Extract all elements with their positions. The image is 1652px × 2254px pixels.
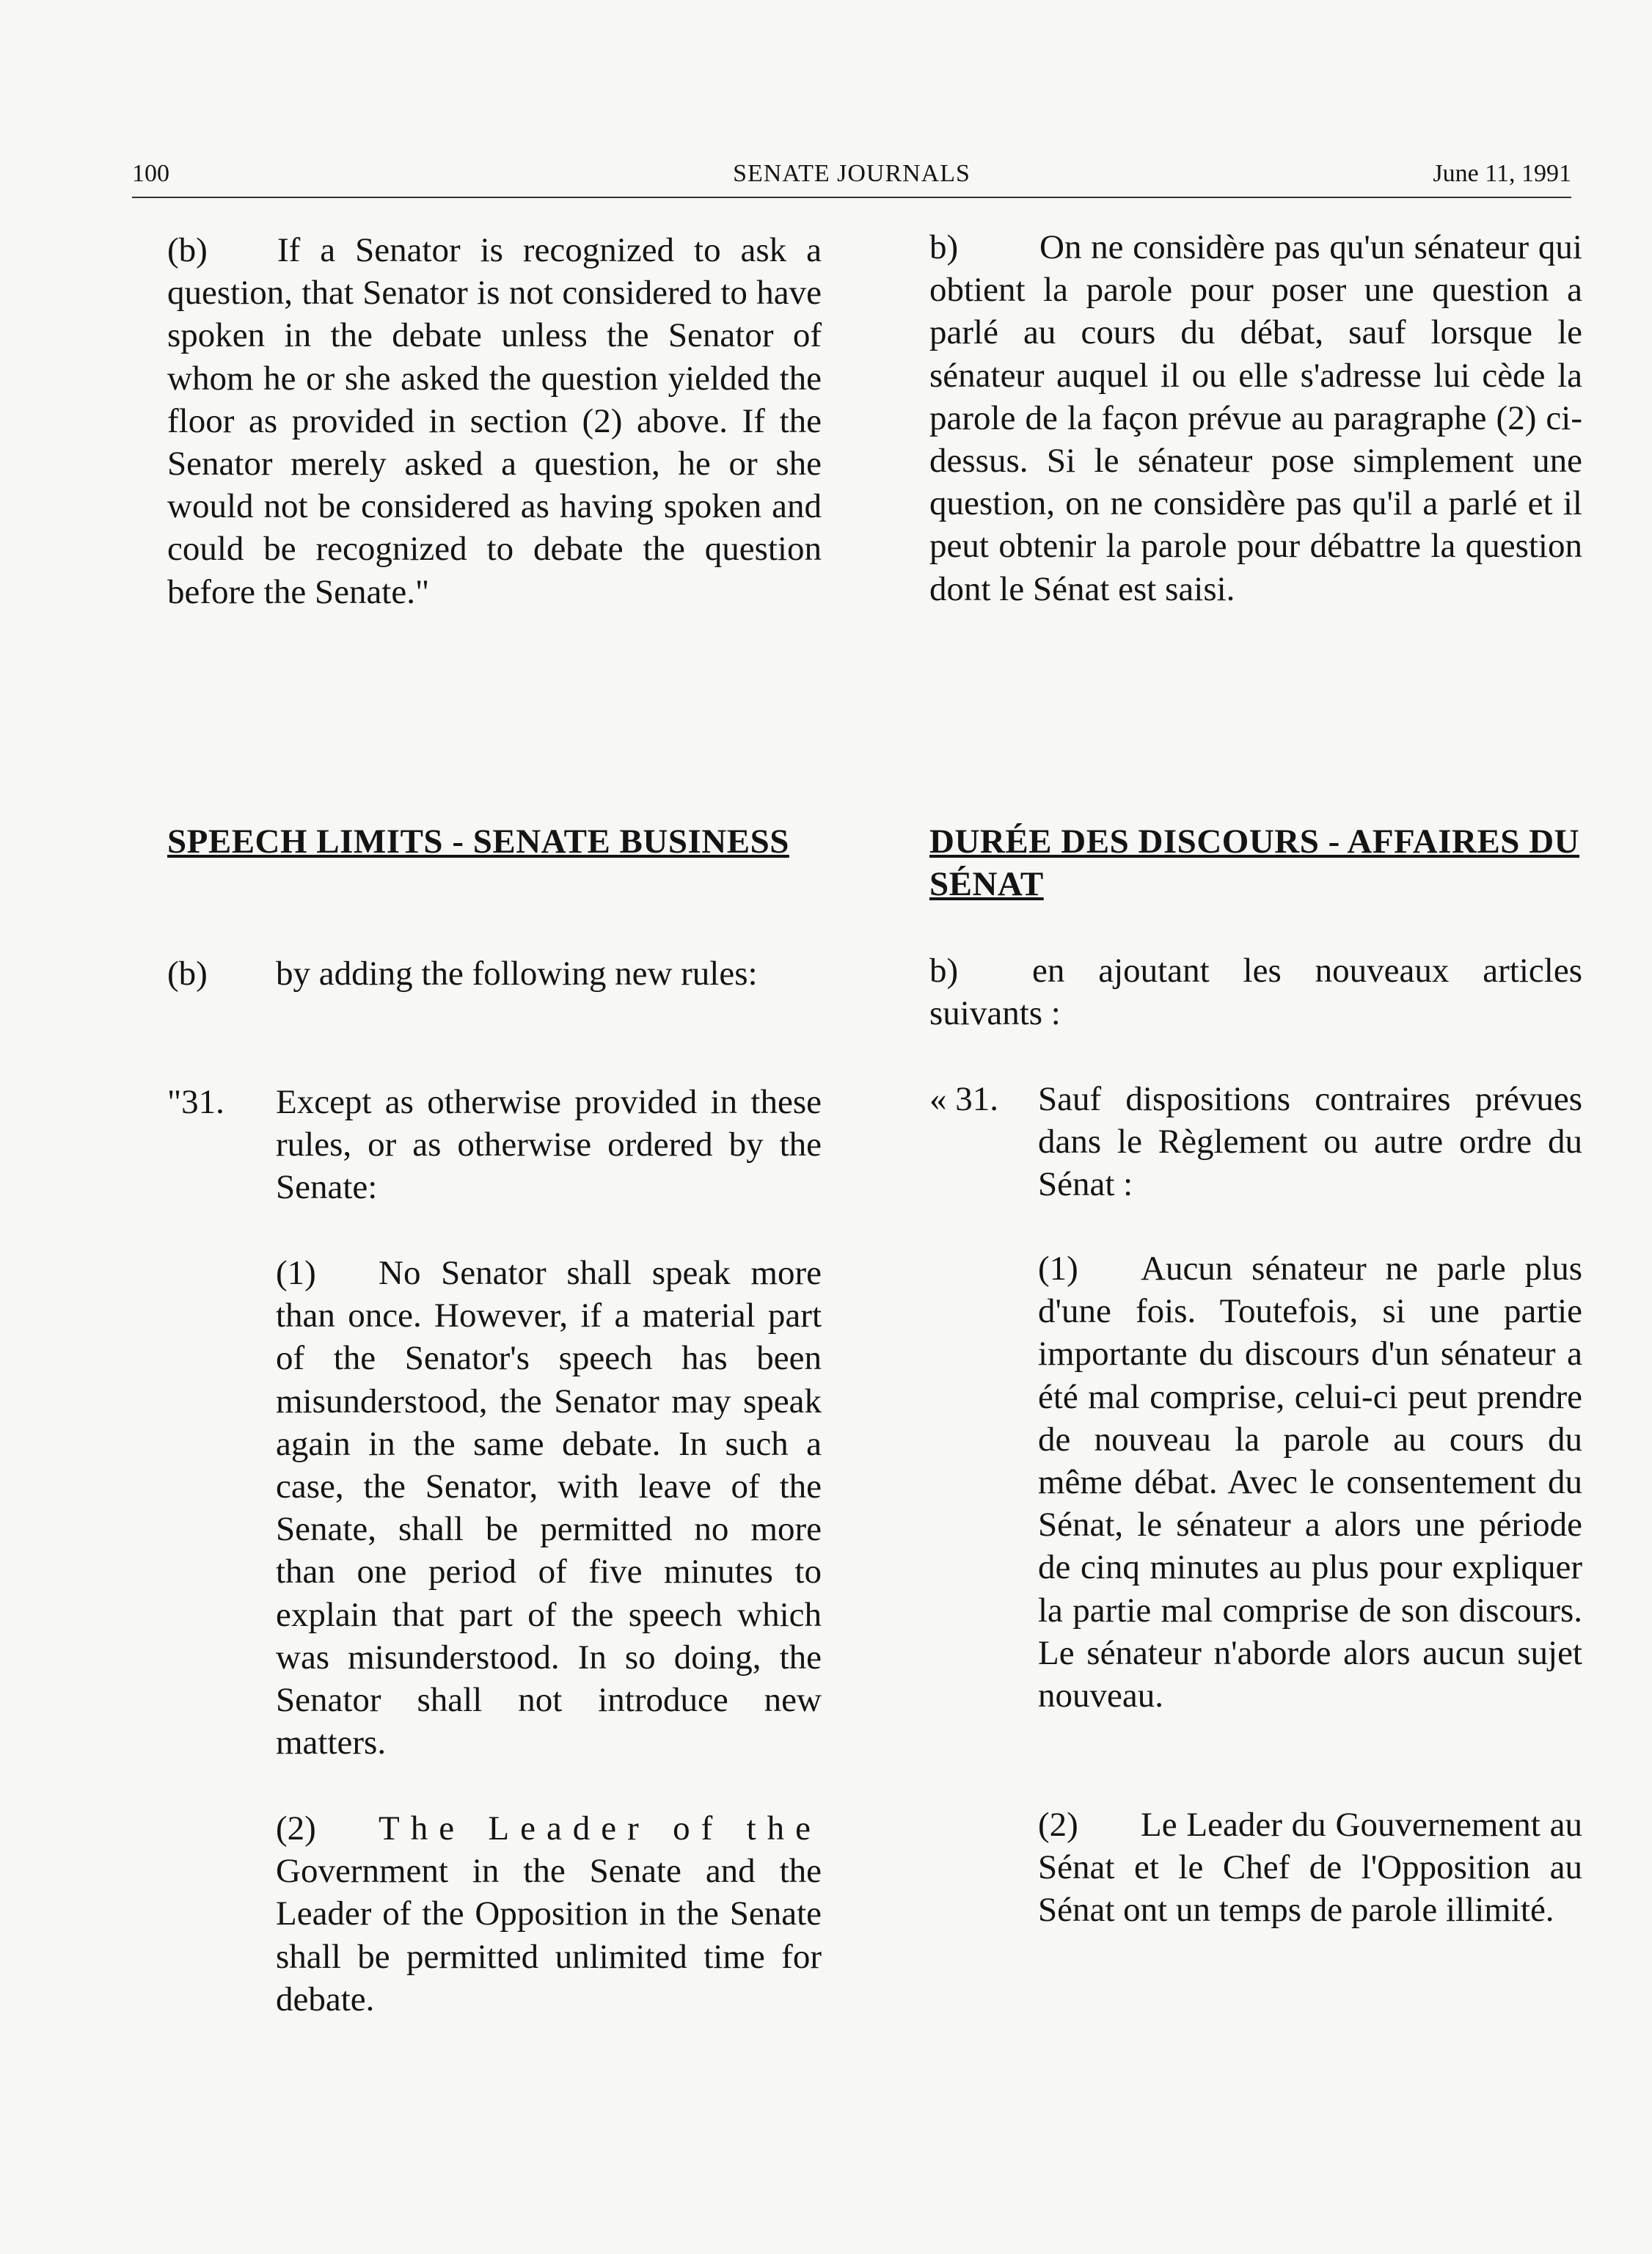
english-paragraph-b — [167, 229, 822, 613]
english-paragraph-b-label: (b) — [167, 231, 208, 269]
english-subsection-1 — [276, 1252, 822, 1764]
running-header — [132, 156, 1571, 198]
english-subsection-1-label: (1) — [276, 1254, 316, 1292]
french-subsection-2-label: (2) — [1038, 1806, 1078, 1844]
french-rule-31-label: « 31. — [929, 1080, 998, 1118]
english-item-b-text: by adding the following new rules: — [276, 955, 758, 993]
french-paragraph-b — [929, 226, 1582, 610]
english-subsection-1-text: No Senator shall speak more than once. However, if a material part of the Senator's speech has been misunderstood, the Senator may speak again in the same debate. In such a case, the Senator, with leave of the Senate, shall be permitted no more than one period of five minutes to explain that part of the speech which was misunderstood. In so doing, the Senator shall not introduce new matters. — [276, 1254, 822, 1762]
page-number: 100 — [132, 160, 169, 187]
english-paragraph-b-text: If a Senator is recognized to ask a question, that Senator is not considered to have spoken in the debate unless the Senator of whom he or she asked the question yielded the floor as provided in section (2) above. If the Senator merely asked a question, he or she would not be considered as having spoken and could be recognized to debate the question before the Senate." — [167, 231, 822, 611]
french-section-heading: DURÉE DES DISCOURS - AFFAIRES DU SÉNAT — [929, 823, 1580, 904]
french-subsection-2 — [1038, 1803, 1582, 1932]
english-subsection-2-lead: The Leader of the — [379, 1809, 822, 1848]
french-paragraph-b-text: On ne considère pas qu'un sénateur qui obtient la parole pour poser une question a parlé au cours du débat, sauf lorsque le sénateur auquel il ou elle s'adresse lui cède la parole de la façon prévue au paragraphe (2) ci-dessus. Si le sénateur pose simplement une question, on ne considère pas qu'il a parlé et il peut obtenir la parole pour débattre la question dont le Sénat est saisi. — [929, 228, 1582, 608]
journal-title: SENATE JOURNALS — [733, 160, 971, 187]
english-section-heading: SPEECH LIMITS - SENATE BUSINESS — [167, 823, 789, 861]
french-paragraph-b-label: b) — [929, 228, 959, 266]
french-rule-31-intro: Sauf dispositions contraires prévues dans le Règlement ou autre ordre du Sénat : — [1038, 1080, 1582, 1204]
french-subsection-1-label: (1) — [1038, 1250, 1078, 1288]
french-subsection-1 — [1038, 1247, 1582, 1717]
french-item-b-text: en ajoutant les nouveaux articles suivants : — [929, 952, 1582, 1033]
french-subsection-2-text: Le Leader du Gouvernement au Sénat et le Chef de l'Opposition au Sénat ont un temps de parole illimité. — [1038, 1806, 1582, 1930]
english-subsection-2 — [276, 1807, 822, 2021]
french-item-b — [929, 949, 1582, 1035]
english-subsection-2-label: (2) — [276, 1809, 316, 1848]
french-item-b-label: b) — [929, 952, 959, 990]
english-rule-31-label: "31. — [167, 1083, 224, 1121]
french-subsection-1-text: Aucun sénateur ne parle plus d'une fois. Toutefois, si une partie importante du discours d'un sénateur a été mal comprise, celui-ci peut prendre de nouveau la parole au cours du même débat. Avec le consentement du Sénat, le sénateur a alors une période de cinq minutes au plus pour expliquer la partie mal comprise de son discours. Le sénateur n'aborde alors aucun sujet nouveau. — [1038, 1250, 1582, 1715]
english-rule-31-intro: Except as otherwise provided in these rules, or as otherwise ordered by the Senate: — [276, 1083, 822, 1207]
english-item-b-label: (b) — [167, 955, 208, 993]
english-subsection-2-text: Government in the Senate and the Leader of the Opposition in the Senate shall be permitted unlimited time for debate. — [276, 1852, 822, 2018]
journal-date: June 11, 1991 — [1433, 160, 1571, 187]
